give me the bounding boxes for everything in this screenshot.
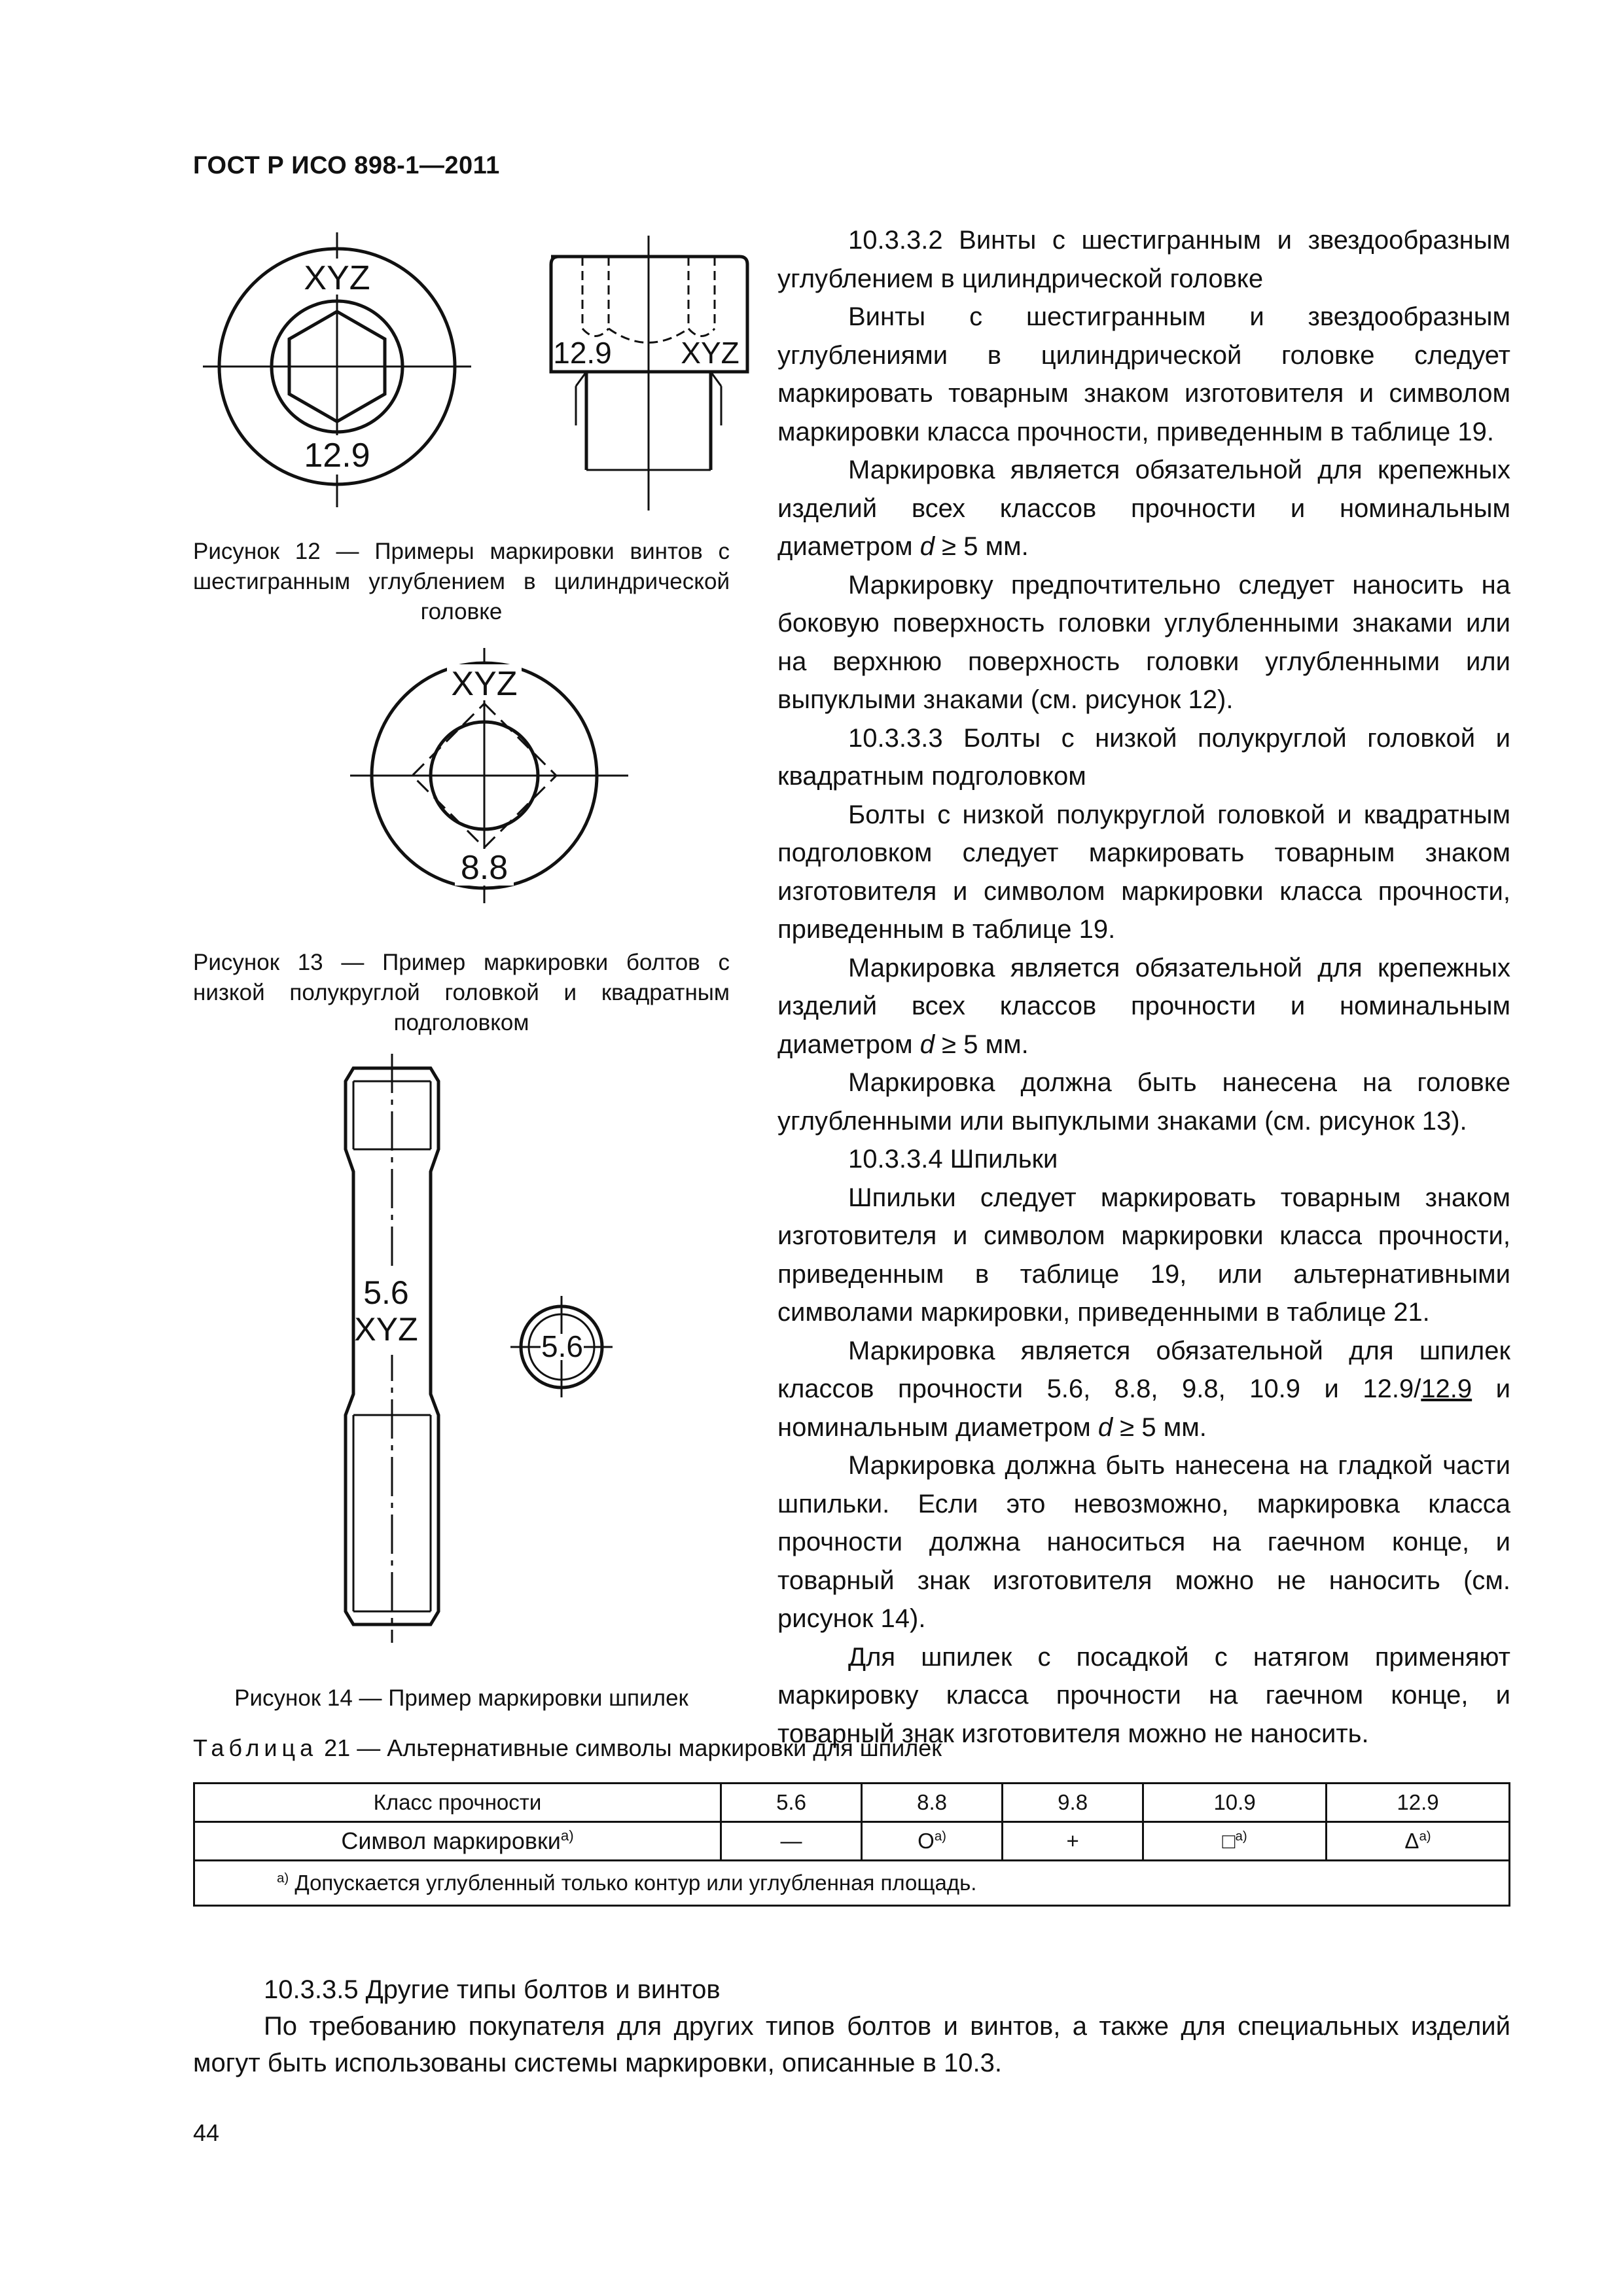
paragraph: Винты с шестигранным и звездообразным углублениями в цилиндрической головке следует маркировать товарным знаком изготовителя и символом маркировки класса прочности, приведенным в таблице 19. xyxy=(777,302,1510,446)
fig12-side-right-label: XYZ xyxy=(681,336,740,370)
table-cell: $\Delta^{а)}$ xyxy=(1327,1822,1510,1861)
paragraph: Шпильки следует маркировать товарным знаком изготовителя и символом маркировки класса прочности, приведенным в таблице 19, или альтернативными символами маркировки, приведенными в таблице 21. xyxy=(777,1183,1510,1327)
table-21 xyxy=(193,1782,1510,1907)
table-cell: Класс прочности xyxy=(194,1784,721,1822)
fig12-bottom-label: 12.9 xyxy=(304,437,370,475)
table-21-title: Таблица 21 — Альтернативные символы маркировки для шпилек xyxy=(193,1734,942,1761)
figure-14-drawing xyxy=(308,1054,648,1643)
figure-12-drawing xyxy=(190,229,759,517)
figure-13-caption: Рисунок 13 — Пример маркировки болтов с низкой полукруглой головкой и квадратным подголовком xyxy=(193,950,730,1035)
paragraph: Болты с низкой полукруглой головкой и квадратным подголовком следует маркировать товарным знаком изготовителя и символом маркировки класса прочности, приведенным в таблице 19. xyxy=(777,800,1510,944)
page-number: 44 xyxy=(193,2119,220,2146)
document-header: ГОСТ Р ИСО 898-1—2011 xyxy=(193,152,500,179)
table-cell: Символ маркировки$^{а)}$ xyxy=(194,1822,721,1861)
body-text-column xyxy=(777,221,1510,1753)
paragraph: Маркировка является обязательной для крепежных изделий всех классов прочности и номинальным диаметром d ≥ 5 мм. xyxy=(777,456,1510,561)
paragraph: Для шпилек с посадкой с натягом применяют маркировку класса прочности на гаечном конце, и товарный знак изготовителя можно не наносить. xyxy=(777,1642,1510,1748)
fig12-top-label: XYZ xyxy=(304,259,370,297)
fig14-mark-label: XYZ xyxy=(354,1311,418,1348)
table-cell: $O^{а)}$ xyxy=(862,1822,1003,1861)
table-cell: + xyxy=(1003,1822,1143,1861)
table-cell: 8.8 xyxy=(862,1784,1003,1822)
figure-13-drawing xyxy=(340,645,641,906)
paragraph: По требованию покупателя для других типов болтов и винтов, а также для специальных изделий могут быть использованы системы маркировки, описанные в 10.3. xyxy=(193,2012,1510,2077)
fig14-class-label: 5.6 xyxy=(363,1274,409,1311)
table-row xyxy=(194,1822,1510,1861)
table-cell: — xyxy=(721,1822,862,1861)
section-10-3-3-4-heading: 10.3.3.4 Шпильки xyxy=(848,1145,1058,1174)
table-cell: □$^{а)}$ xyxy=(1143,1822,1327,1861)
table-cell: 12.9 xyxy=(1327,1784,1510,1822)
table-cell: 5.6 xyxy=(721,1784,862,1822)
fig14-end-label: 5.6 xyxy=(541,1329,583,1363)
section-10-3-3-3-heading: 10.3.3.3 Болты с низкой полукруглой головкой и квадратным подголовком xyxy=(777,723,1510,791)
paragraph: Маркировка должна быть нанесена на головке углубленными или выпуклыми знаками (см. рисунок 13). xyxy=(777,1068,1510,1136)
table-row xyxy=(194,1784,1510,1822)
paragraph: Маркировка должна быть нанесена на гладкой части шпильки. Если это невозможно, маркировка класса прочности должна наноситься на гаечном конце, и товарный знак изготовителя можно не наносить (см. рисунок 14). xyxy=(777,1451,1510,1633)
figure-12-caption: Рисунок 12 — Примеры маркировки винтов с шестигранным углублением в цилиндрической головке xyxy=(193,539,730,624)
table-cell: 10.9 xyxy=(1143,1784,1327,1822)
section-10-3-3-5-heading: 10.3.3.5 Другие типы болтов и винтов xyxy=(264,1975,721,2004)
section-10-3-3-2-heading: 10.3.3.2 Винты с шестигранным и звездообразным углублением в цилиндрической головке xyxy=(777,226,1510,293)
table-row xyxy=(194,1861,1510,1906)
figure-14-caption: Рисунок 14 — Пример маркировки шпилек xyxy=(234,1685,688,1711)
paragraph: Маркировка является обязательной для крепежных изделий всех классов прочности и номинальным диаметром d ≥ 5 мм. xyxy=(777,953,1510,1059)
table-footnote: $^{а)}$ Допускается углубленный только контур или углубленная площадь. xyxy=(194,1861,1510,1906)
fig13-top-label: XYZ xyxy=(451,665,518,703)
paragraph: Маркировка является обязательной для шпилек классов прочности 5.6, 8.8, 9.8, 10.9 и 12.9/12.9 и номинальным диаметром d ≥ 5 мм. xyxy=(777,1336,1510,1442)
fig13-bottom-label: 8.8 xyxy=(460,849,508,887)
fig12-side-left-label: 12.9 xyxy=(553,336,612,370)
paragraph: Маркировку предпочтительно следует наносить на боковую поверхность головки углубленными знаками или на верхнюю поверхность головки углубленными или выпуклыми знаками (см. рисунок 12). xyxy=(777,570,1510,714)
table-cell: 9.8 xyxy=(1003,1784,1143,1822)
